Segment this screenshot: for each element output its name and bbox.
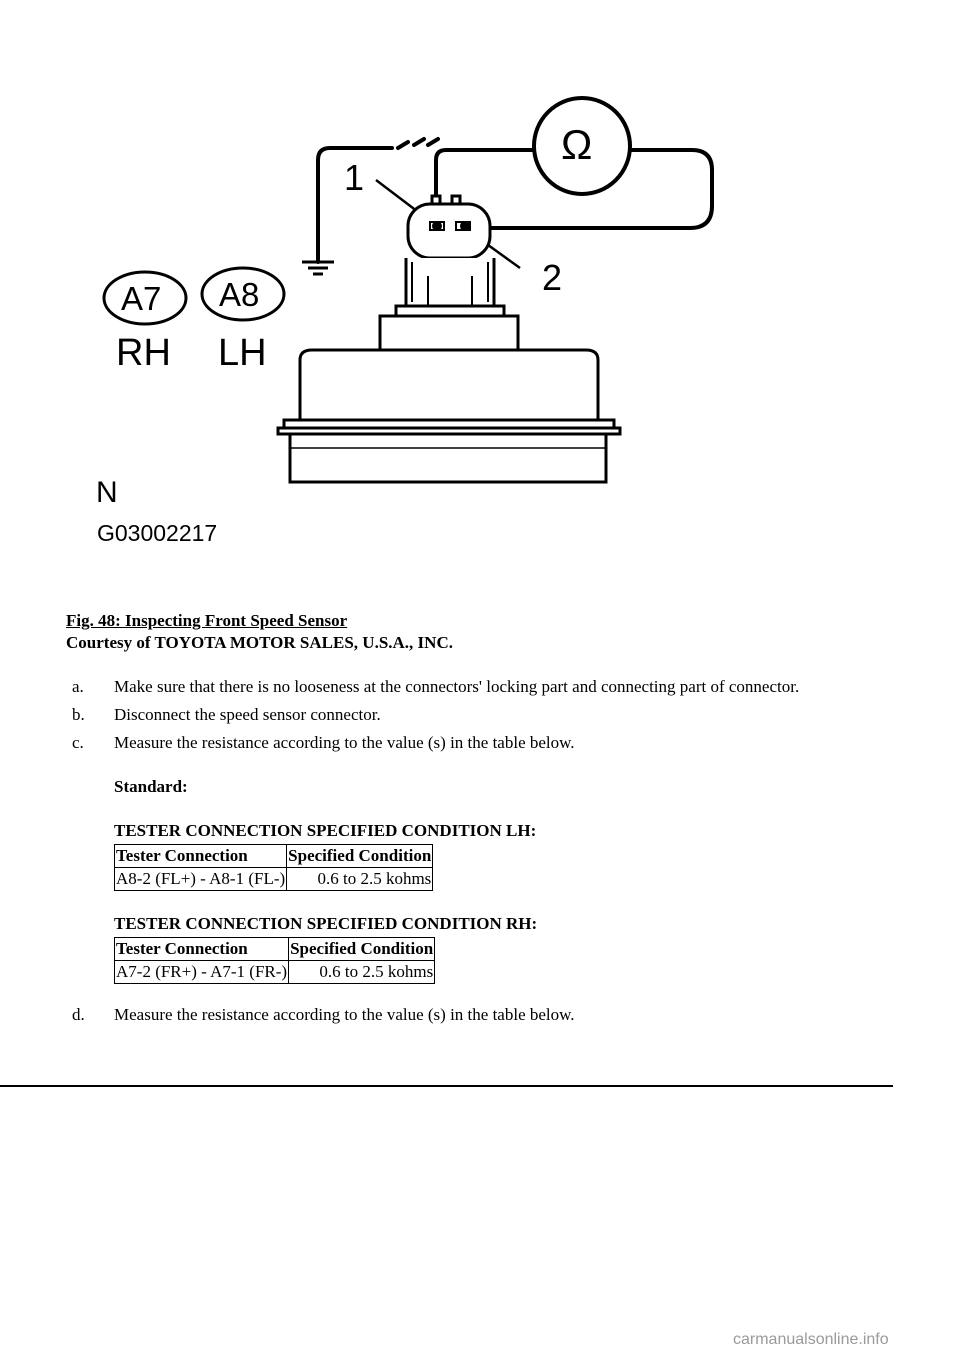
ohmmeter-symbol: Ω bbox=[561, 121, 593, 168]
column-header: Tester Connection bbox=[115, 938, 289, 961]
step-marker: a. bbox=[72, 677, 84, 696]
table-cell: A7-2 (FR+) - A7-1 (FR-) bbox=[115, 961, 289, 984]
table-header-row bbox=[115, 938, 435, 961]
spec-table-lh bbox=[114, 844, 433, 891]
figure-caption bbox=[66, 610, 453, 654]
connector-code-a8: A8 bbox=[219, 276, 260, 313]
procedure-steps bbox=[72, 676, 872, 1032]
step-marker: c. bbox=[72, 733, 84, 752]
table-row bbox=[115, 868, 433, 891]
table-cell: A8-2 (FL+) - A8-1 (FL-) bbox=[115, 868, 287, 891]
sensor-connector bbox=[406, 196, 494, 306]
step-text: Make sure that there is no looseness at the connectors' locking part and connecting part of connector. bbox=[114, 677, 800, 696]
table-rh-heading: TESTER CONNECTION SPECIFIED CONDITION RH: bbox=[114, 914, 538, 933]
figure-code: G03002217 bbox=[97, 520, 218, 546]
step-c bbox=[72, 732, 872, 998]
page-divider bbox=[0, 1085, 893, 1087]
standard-label: Standard: bbox=[114, 777, 188, 796]
connector-code-a7: A7 bbox=[121, 280, 162, 317]
step-d bbox=[72, 1004, 872, 1026]
column-header: Specified Condition bbox=[287, 845, 433, 868]
column-header: Tester Connection bbox=[115, 845, 287, 868]
step-text: Measure the resistance according to the value (s) in the table below. bbox=[114, 1005, 575, 1024]
callout-1-label: 1 bbox=[344, 157, 365, 198]
table-cell: 0.6 to 2.5 kohms bbox=[287, 868, 433, 891]
view-letter: N bbox=[96, 476, 118, 509]
step-marker: d. bbox=[72, 1005, 85, 1024]
step-text: Measure the resistance according to the value (s) in the table below. bbox=[114, 733, 575, 752]
side-label-rh: RH bbox=[116, 332, 171, 374]
figure-title: Fig. 48: Inspecting Front Speed Sensor bbox=[66, 611, 348, 630]
side-label-lh: LH bbox=[218, 332, 267, 374]
table-cell: 0.6 to 2.5 kohms bbox=[289, 961, 435, 984]
table-header-row bbox=[115, 845, 433, 868]
step-marker: b. bbox=[72, 705, 85, 724]
step-b bbox=[72, 704, 872, 726]
table-lh-heading: TESTER CONNECTION SPECIFIED CONDITION LH: bbox=[114, 821, 537, 840]
table-row bbox=[115, 961, 435, 984]
figure-courtesy: Courtesy of TOYOTA MOTOR SALES, U.S.A., INC. bbox=[66, 633, 453, 652]
watermark: carmanualsonline.info bbox=[733, 1331, 889, 1348]
step-text: Disconnect the speed sensor connector. bbox=[114, 705, 381, 724]
sensor-body bbox=[278, 306, 620, 482]
figure-inspecting-front-speed-sensor bbox=[0, 0, 960, 560]
column-header: Specified Condition bbox=[289, 938, 435, 961]
callout-2-label: 2 bbox=[542, 257, 563, 298]
spec-table-rh bbox=[114, 937, 435, 984]
step-a bbox=[72, 676, 872, 698]
